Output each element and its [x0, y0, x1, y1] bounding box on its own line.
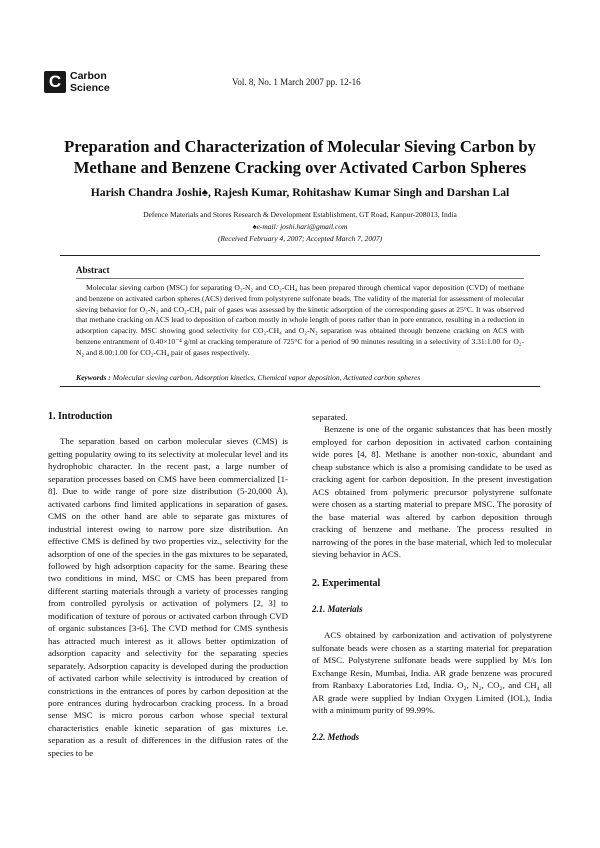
keywords-label: Keywords :	[76, 373, 111, 382]
carbon-science-logo-icon: C	[44, 71, 66, 93]
corresponding-email: ♠e-mail: joshi.hari@gmail.com	[252, 222, 348, 231]
left-column	[48, 411, 288, 759]
affiliation: Defence Materials and Stores Research & Development Establishment, GT Road, Kanpur-208013, India	[143, 210, 457, 219]
abstract-heading: Abstract	[76, 265, 110, 275]
volume-info: Vol. 8, No. 1 March 2007 pp. 12-16	[232, 77, 361, 87]
abstract-divider	[76, 278, 524, 279]
abstract-box	[60, 255, 540, 387]
logo-line-2: Science	[70, 82, 110, 94]
logo-wordmark	[70, 70, 110, 94]
subsection-heading-materials: 2.1. Materials	[312, 603, 363, 614]
section-heading-experimental: 2. Experimental	[312, 578, 381, 590]
keywords-text: Molecular sieving carbon, Adsorption kinetics, Chemical vapor deposition, Activated carbon spheres	[112, 373, 421, 382]
title-line-1: Preparation and Characterization of Molecular Sieving Carbon by	[64, 137, 536, 156]
title-line-2: Methane and Benzene Cracking over Activated Carbon Spheres	[73, 158, 527, 177]
subsection-heading-methods: 2.2. Methods	[312, 731, 360, 742]
section-heading-introduction: 1. Introduction	[48, 411, 113, 422]
abstract-text: Molecular sieving carbon (MSC) for separating O₂-N₂ and CO₂-CH₄ has been prepared through chemical vapor deposition (CVD) of methane and benzene on activated carbon spheres (ACS) derived from polystyrene sulfonate beads. The validity of the material for assessment of molecular sieving behavior for O₂-N₂ and CO₂-CH₄ pair of gases was assessed by the kinetic adsorption of the corresponding gases at 25°C. It was observed that methane cracking on ACS lead to deposition of carbon mostly in whole length of pores rather than in pore entrance, resulting in a reduction in adsorption capacity. MSC showing good selectivity for CO₂-CH₄ and O₂-N₂ separation was obtained through benzene cracking on ACS with benzene entrantment of 0.40×10⁻⁴ g/ml at cracking temperature of 725°C for a period of 90 minutes resulting in a selectivity of 3.31:1.00 for O₂-N₂ and 8.00:1.00 for CO₂-CH₄ pair of gases respectively.	[76, 283, 524, 357]
journal-logo	[44, 70, 110, 94]
affiliation-block	[40, 209, 560, 245]
right-column	[312, 411, 552, 743]
intro-paragraph-1-continued: separated.	[312, 412, 348, 422]
received-dates: (Received February 4, 2007; Accepted March 7, 2007)	[217, 234, 383, 243]
intro-paragraph-1: The separation based on carbon molecular sieves (CMS) is getting popularity owing to its selectivity at molecular level and its hydrophobic character. In the recent past, a large number of separation processes based on CMS have been commercialized [1-8]. Due to wide range of pore size distribution (5-20,000 Å), activated carbons find limited applications in separation of gases. CMS on the other hand are able to separate gas mixtures of industrial interest owing to narrow pore size distribution. An effective CMS is defined by two properties viz., selectivity for the adsorption of one of the species in the gas mixtures to be separated, followed by high adsorption capacity for the same. Bearing these two conditions in mind, MSC or CMS has been prepared from different starting materials through a variety of processes ranging from controlled pyrolysis or activation of polymers [2, 3] to modification of texture of porous or activated carbon through CVD of organic substances [3-6]. The CVD method for CMS synthesis has attracted much interest as it allows better optimization of adsorption capacity and selectivity for the separating species separately. Adsorption capacity is developed during the production of activated carbon while selectivity is introduced by creation of constrictions in the entrances of pores by carbon deposition at the pore entrances during hydrocarbon cracking process. In a broad sense MSC is micro porous carbon whose special textural characteristics enable kinetic separation of gas mixtures i.e. separation as a result of differences in the diffusion rates of the species to be	[48, 436, 288, 758]
logo-line-1: Carbon	[70, 70, 107, 82]
keywords-line	[76, 373, 524, 383]
intro-paragraph-2: Benzene is one of the organic substances that has been mostly employed for carbon deposition in activated carbon containing wide pores [4, 8]. Methane is another non-toxic, abundant and cheap substance which is also a promising candidate to be used as cracking agent for carbon deposition. In the present investigation ACS obtained from polymeric precursor polystyrene sulfonate were chosen as a starting material to prepare MSC. The porosity of the base material was altered by carbon deposition through cracking of benzene and methane. The process resulted in narrowing of the pores in the base material, which led to molecular sieving behavior in ACS.	[312, 424, 552, 559]
paper-title	[40, 136, 560, 178]
author-list: Harish Chandra Joshi♠, Rajesh Kumar, Rohitashaw Kumar Singh and Darshan Lal	[90, 186, 510, 199]
materials-paragraph: ACS obtained by carbonization and activation of polystyrene sulfonate beads were chosen as a starting material for preparation of MSC. Polystyrene sulfonate beads were supplied by M/s Ion Exchange Resin, Mumbai, India. AR grade benzene was procured from Ranbaxy Laboratories Ltd, India. O₂, N₂, CO₂, and CH₄ all AR grade were supplied by Indian Oxygen Limited (IOL), India with a minimum purity of 99.99%.	[312, 630, 552, 716]
